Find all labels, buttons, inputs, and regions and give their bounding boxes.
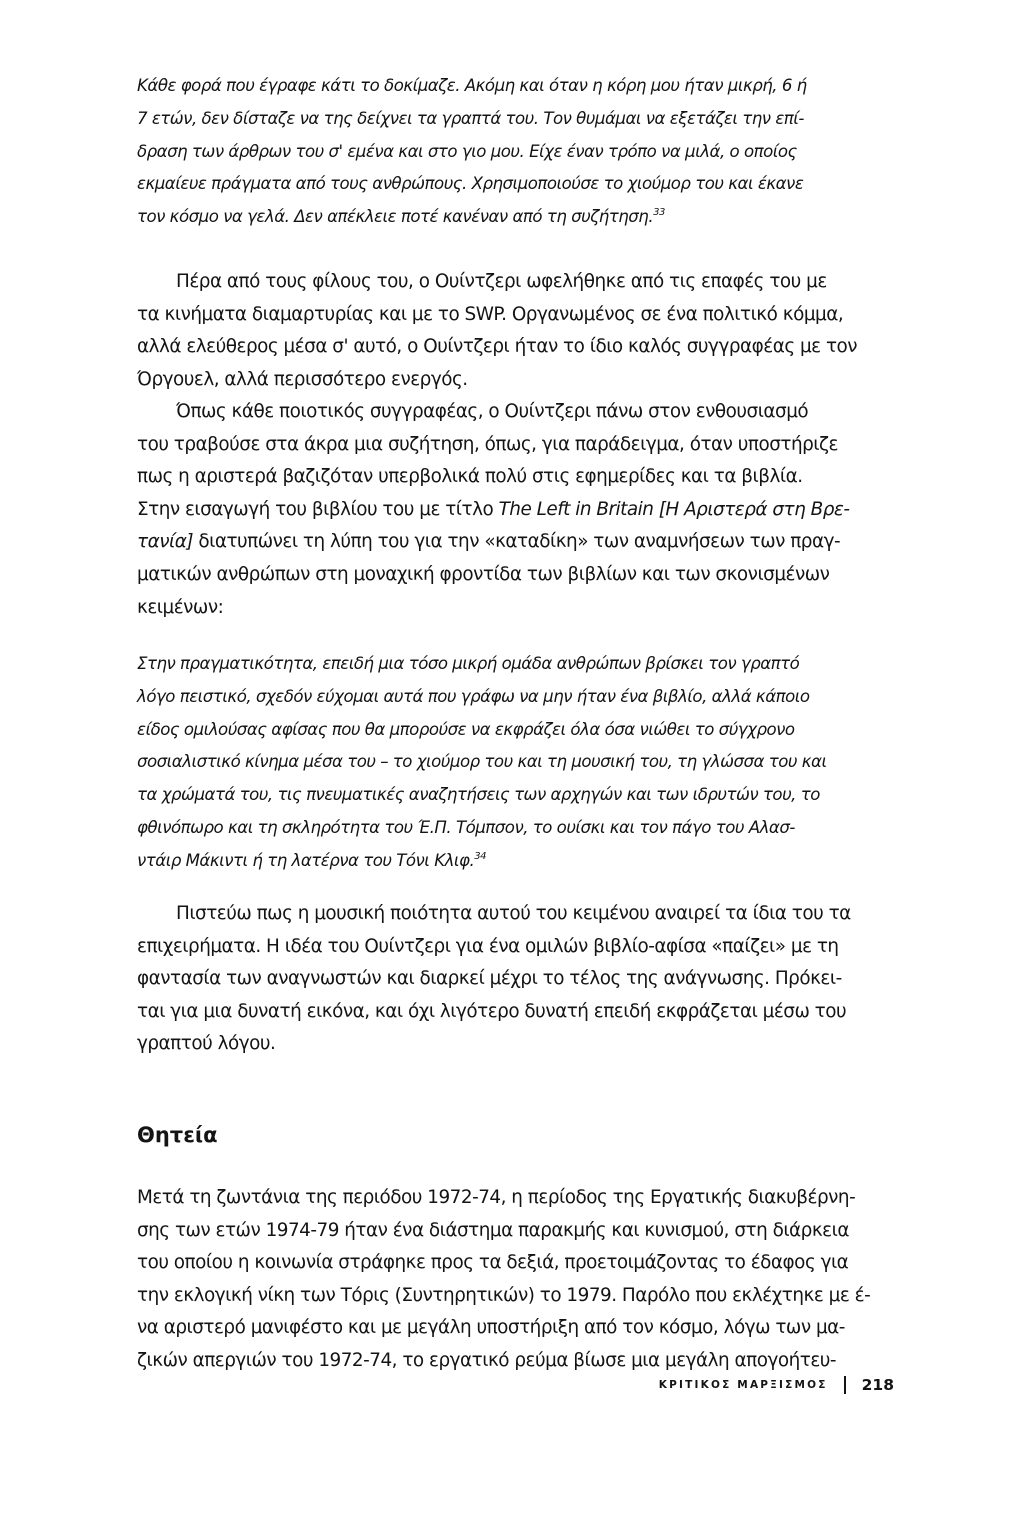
paragraph-line: γραπτού λόγου. xyxy=(137,1033,276,1055)
quote-line: τα χρώματά του, τις πνευματικές αναζητήσεις των αρχηγών και των ιδρυτών του, το xyxy=(137,785,820,805)
quote-line: δραση των άρθρων του σ' εμένα και στο γιο μου. Είχε έναν τρόπο να μιλά, ο οποίος xyxy=(137,141,797,161)
quote-line: είδος ομιλούσας αφίσας που θα μπορούσε να εκφράζει όλα όσα νιώθει το σύγχρονο xyxy=(137,719,795,739)
paragraph-line: Πιστεύω πως η μουσική ποιότητα αυτού του κειμένου αναιρεί τα ίδια του τα xyxy=(176,903,851,924)
paragraph-line: του οποίου η κοινωνία στράφηκε προς τα δεξιά, προετοιμάζοντας το έδαφος για xyxy=(137,1252,849,1274)
paragraph-3 xyxy=(137,898,894,1061)
paragraph-line: Όργουελ, αλλά περισσότερο ενεργός. xyxy=(137,368,468,390)
paragraph-line: του τραβούσε στα άκρα μια συζήτηση, όπως, για παράδειγμα, όταν υποστήριζε xyxy=(137,433,838,455)
footer-divider xyxy=(844,1376,846,1394)
book-title-translation-end: τανία] xyxy=(137,531,193,553)
quote-line: λόγο πειστικό, σχεδόν εύχομαι αυτά που γράφω να μην ήταν ένα βιβλίο, αλλά κάποιο xyxy=(137,686,810,706)
paragraph-2 xyxy=(137,396,894,624)
quote-line: φθινόπωρο και τη σκληρότητα του Έ.Π. Τόμπσον, το ουίσκι και τον πάγο του Αλασ- xyxy=(137,817,795,837)
paragraph-4 xyxy=(137,1182,894,1378)
paragraph-line: φαντασία των αναγνωστών και διαρκεί μέχρι το τέλος της ανάγνωσης. Πρόκει- xyxy=(137,968,842,990)
paragraph-line: τανία] διατυπώνει τη λύπη του για την «καταδίκη» των αναμνήσεων των πραγ- xyxy=(137,531,841,553)
quote-line: Κάθε φορά που έγραφε κάτι το δοκίμαζε. Ακόμη και όταν η κόρη μου ήταν μικρή, 6 ή xyxy=(137,76,807,95)
paragraph-line: Όπως κάθε ποιοτικός συγγραφέας, ο Ουίντζερι πάνω στον ενθουσιασμό xyxy=(176,401,809,422)
block-quote-1 xyxy=(137,70,894,234)
paragraph-line: τα κινήματα διαμαρτυρίας και με το SWP. Οργανωμένος σε ένα πολιτικό κόμμα, xyxy=(137,303,844,325)
paragraph-line: ται για μια δυνατή εικόνα, και όχι λιγότερο δυνατή επειδή εκφράζεται μέσω του xyxy=(137,1000,847,1022)
running-head: ΚΡΙΤΙΚΟΣ ΜΑΡΞΙΣΜΟΣ xyxy=(658,1379,828,1391)
quote-line: σοσιαλιστικό κίνημα μέσα του – το χιούμορ του και τη μουσική του, τη γλώσσα του και xyxy=(137,752,827,772)
paragraph-line: την εκλογική νίκη των Τόρις (Συντηρητικών) το 1979. Παρόλο που εκλέχτηκε με έ- xyxy=(137,1284,871,1306)
page-footer xyxy=(659,1376,894,1394)
book-title: The Left in Britain xyxy=(498,498,654,520)
quote-line: τον κόσμο να γελά. Δεν απέκλειε ποτέ κανέναν από τη συζήτηση.$^{33}$ xyxy=(137,207,665,227)
paragraph-line: αλλά ελεύθερος μέσα σ' αυτό, ο Ουίντζερι ήταν το ίδιο καλός συγγραφέας με τον xyxy=(137,336,858,358)
paragraph-line: σης των ετών 1974-79 ήταν ένα διάστημα παρακμής και κυνισμού, στη διάρκεια xyxy=(137,1219,849,1241)
paragraph-line: ματικών ανθρώπων στη μοναχική φροντίδα των βιβλίων και των σκονισμένων xyxy=(137,563,830,585)
paragraph-line: Μετά τη ζωντάνια της περιόδου 1972-74, η περίοδος της Εργατικής διακυβέρνη- xyxy=(137,1187,856,1208)
footnote-ref-34[interactable]: 34 xyxy=(474,850,486,862)
paragraph-line: κειμένων: xyxy=(137,596,224,618)
block-quote-2 xyxy=(137,648,894,878)
paragraph-line: επιχειρήματα. Η ιδέα του Ουίντζερι για ένα ομιλών βιβλίο-αφίσα «παίζει» με τη xyxy=(137,935,839,957)
quote-line: εκμαίευε πράγματα από τους ανθρώπους. Χρησιμοποιούσε το χιούμορ του και έκανε xyxy=(137,174,804,194)
quote-line: ντάιρ Μάκιντι ή τη λατέρνα του Τόνι Κλιφ.$^{34}$ xyxy=(137,850,486,870)
paragraph-line: ζικών απεργιών του 1972-74, το εργατικό ρεύμα βίωσε μια μεγάλη απογοήτευ- xyxy=(137,1349,837,1371)
quote-line: Στην πραγματικότητα, επειδή μια τόσο μικρή ομάδα ανθρώπων βρίσκει τον γραπτό xyxy=(137,654,800,673)
paragraph-line: να αριστερό μανιφέστο και με μεγάλη υποστήριξη από τον κόσμο, λόγω των μα- xyxy=(137,1317,845,1339)
footnote-ref-33[interactable]: 33 xyxy=(653,207,665,219)
book-title-translation: [Η Αριστερά στη Βρε- xyxy=(653,498,850,520)
section-heading: Θητεία xyxy=(137,1123,218,1147)
paragraph-line: πως η αριστερά βαζιζόταν υπερβολικά πολύ στις εφημερίδες και τα βιβλία. xyxy=(137,466,803,488)
paragraph-line: Στην εισαγωγή του βιβλίου του με τίτλο The Left in Britain [Η Αριστερά στη Βρε- xyxy=(137,498,850,520)
page-number: 218 xyxy=(861,1376,894,1394)
paragraph-line: Πέρα από τους φίλους του, ο Ουίντζερι ωφελήθηκε από τις επαφές του με xyxy=(176,271,827,292)
paragraph-1 xyxy=(137,266,894,396)
quote-line: 7 ετών, δεν δίσταζε να της δείχνει τα γραπτά του. Τον θυμάμαι να εξετάζει την επί- xyxy=(137,108,804,128)
